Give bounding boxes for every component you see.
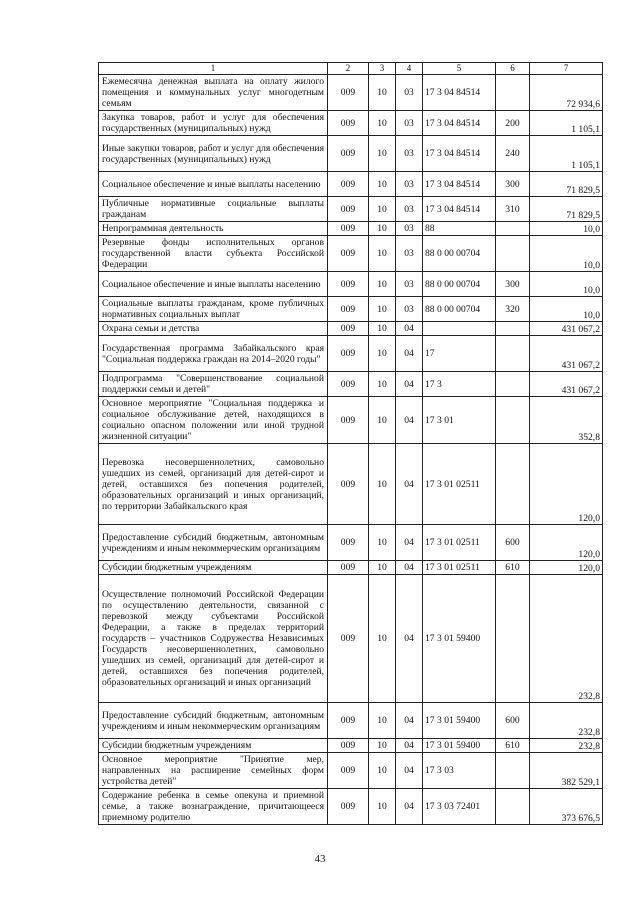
- column-number: 3: [369, 63, 396, 75]
- row-ministry-code: 009: [328, 236, 369, 272]
- row-ministry-code: 009: [328, 753, 369, 789]
- row-target-article: 17: [423, 336, 496, 372]
- row-expense-type: [496, 397, 530, 444]
- row-target-article: 17 3 01 02511: [423, 444, 496, 525]
- row-amount: 232,8: [530, 703, 603, 739]
- row-target-article: 17 3 01: [423, 397, 496, 444]
- row-expense-type: [496, 575, 530, 703]
- row-section-code: 10: [369, 525, 396, 561]
- row-target-article: 88 0 00 00704: [423, 272, 496, 297]
- row-expense-type: [496, 789, 530, 825]
- row-amount: 72 934,6: [530, 75, 603, 111]
- row-expense-type: [496, 336, 530, 372]
- row-description: Закупка товаров, работ и услуг для обеспечения государственных (муниципальных) нужд: [99, 111, 328, 136]
- row-expense-type: 310: [496, 197, 530, 222]
- row-ministry-code: 009: [328, 272, 369, 297]
- table-row: [99, 789, 603, 825]
- table-row: [99, 739, 603, 753]
- table-row: [99, 197, 603, 222]
- row-amount: 10,0: [530, 222, 603, 236]
- column-number: 4: [396, 63, 423, 75]
- row-description: Социальное обеспечение и иные выплаты населению: [99, 172, 328, 197]
- row-section-code: 10: [369, 444, 396, 525]
- row-description: Основное мероприятие "Принятие мер, направленных на расширение семейных форм устройства детей": [99, 753, 328, 789]
- table-row: [99, 525, 603, 561]
- row-ministry-code: 009: [328, 739, 369, 753]
- row-target-article: 17 3: [423, 372, 496, 397]
- row-section-code: 10: [369, 297, 396, 322]
- row-subsection-code: 03: [396, 222, 423, 236]
- row-section-code: 10: [369, 236, 396, 272]
- row-section-code: 10: [369, 272, 396, 297]
- row-amount: 120,0: [530, 525, 603, 561]
- row-subsection-code: 03: [396, 297, 423, 322]
- row-subsection-code: 04: [396, 561, 423, 575]
- row-amount: 232,8: [530, 575, 603, 703]
- table-row: [99, 397, 603, 444]
- table-row: [99, 136, 603, 172]
- row-ministry-code: 009: [328, 336, 369, 372]
- column-number: 1: [99, 63, 328, 75]
- column-number: 7: [530, 63, 603, 75]
- row-target-article: 17 3 01 59400: [423, 575, 496, 703]
- row-target-article: 17 3 01 02511: [423, 561, 496, 575]
- row-amount: 352,8: [530, 397, 603, 444]
- row-amount: 10,0: [530, 236, 603, 272]
- table-row: [99, 444, 603, 525]
- column-number-row: [99, 63, 603, 75]
- row-target-article: 17 3 04 84514: [423, 197, 496, 222]
- column-number: 5: [423, 63, 496, 75]
- row-ministry-code: 009: [328, 136, 369, 172]
- row-amount: 10,0: [530, 297, 603, 322]
- column-number: 6: [496, 63, 530, 75]
- row-subsection-code: 03: [396, 172, 423, 197]
- table-row: [99, 272, 603, 297]
- row-section-code: 10: [369, 561, 396, 575]
- row-section-code: 10: [369, 753, 396, 789]
- row-target-article: 17 3 04 84514: [423, 75, 496, 111]
- row-target-article: 88 0 00 00704: [423, 236, 496, 272]
- row-description: Подпрограмма "Совершенствование социальной поддержки семьи и детей": [99, 372, 328, 397]
- row-amount: 431 067,2: [530, 322, 603, 336]
- row-description: Осуществление полномочий Российской Федерации по осуществлению деятельности, связанной с перевозкой между субъектами Российской Федерации, а также в пределах территорий государств – участников Содружества Независимых Государств несовершеннолетних, самовольно ушедших из семей, организаций для детей-сирот и детей, оставшихся без попечения родителей, образовательных организаций и иных организаций: [99, 575, 328, 703]
- row-section-code: 10: [369, 111, 396, 136]
- table-row: [99, 575, 603, 703]
- row-expense-type: 300: [496, 272, 530, 297]
- row-amount: 1 105,1: [530, 111, 603, 136]
- row-description: Социальные выплаты гражданам, кроме публичных нормативных социальных выплат: [99, 297, 328, 322]
- row-expense-type: 320: [496, 297, 530, 322]
- row-description: Субсидии бюджетным учреждениям: [99, 561, 328, 575]
- table-row: [99, 172, 603, 197]
- row-section-code: 10: [369, 172, 396, 197]
- page-number: 43: [314, 853, 326, 865]
- row-expense-type: 200: [496, 111, 530, 136]
- row-amount: 71 829,5: [530, 172, 603, 197]
- row-expense-type: [496, 222, 530, 236]
- row-amount: 431 067,2: [530, 372, 603, 397]
- row-description: Иные закупки товаров, работ и услуг для обеспечения государственных (муниципальных) нужд: [99, 136, 328, 172]
- row-expense-type: [496, 444, 530, 525]
- row-section-code: 10: [369, 336, 396, 372]
- row-section-code: 10: [369, 372, 396, 397]
- row-description: Публичные нормативные социальные выплаты гражданам: [99, 197, 328, 222]
- row-subsection-code: 04: [396, 575, 423, 703]
- row-subsection-code: 04: [396, 789, 423, 825]
- row-target-article: 88: [423, 222, 496, 236]
- row-description: Содержание ребенка в семье опекуна и приемной семье, а также вознаграждение, причитающееся приемному родителю: [99, 789, 328, 825]
- row-target-article: 17 3 04 84514: [423, 111, 496, 136]
- row-expense-type: 300: [496, 172, 530, 197]
- row-description: Основное мероприятие "Социальная поддержка и социальное обслуживание детей, находящихся в социально опасном положении или иной трудной жизненной ситуации": [99, 397, 328, 444]
- row-subsection-code: 04: [396, 322, 423, 336]
- row-ministry-code: 009: [328, 397, 369, 444]
- row-ministry-code: 009: [328, 525, 369, 561]
- table-row: [99, 75, 603, 111]
- row-expense-type: 610: [496, 561, 530, 575]
- row-ministry-code: 009: [328, 75, 369, 111]
- row-amount: 120,0: [530, 561, 603, 575]
- row-expense-type: 600: [496, 703, 530, 739]
- row-expense-type: 600: [496, 525, 530, 561]
- table-row: [99, 753, 603, 789]
- row-section-code: 10: [369, 703, 396, 739]
- row-description: Социальное обеспечение и иные выплаты населению: [99, 272, 328, 297]
- row-target-article: 17 3 01 02511: [423, 525, 496, 561]
- row-section-code: 10: [369, 222, 396, 236]
- row-description: Субсидии бюджетным учреждениям: [99, 739, 328, 753]
- row-subsection-code: 03: [396, 75, 423, 111]
- row-expense-type: 240: [496, 136, 530, 172]
- row-amount: 232,8: [530, 739, 603, 753]
- table-row: [99, 236, 603, 272]
- row-target-article: 17 3 04 84514: [423, 172, 496, 197]
- row-target-article: 17 3 01 59400: [423, 703, 496, 739]
- row-subsection-code: 04: [396, 444, 423, 525]
- table-row: [99, 336, 603, 372]
- table-body: [99, 75, 603, 825]
- row-subsection-code: 04: [396, 397, 423, 444]
- row-description: Перевозка несовершеннолетних, самовольно ушедших из семей, организаций для детей-сирот и детей, оставшихся без попечения родителей, образовательных организаций и иных организаций, по территории Забайкальского края: [99, 444, 328, 525]
- row-ministry-code: 009: [328, 322, 369, 336]
- row-section-code: 10: [369, 197, 396, 222]
- row-expense-type: [496, 236, 530, 272]
- table-row: [99, 222, 603, 236]
- row-subsection-code: 04: [396, 739, 423, 753]
- row-ministry-code: 009: [328, 372, 369, 397]
- row-expense-type: [496, 322, 530, 336]
- row-target-article: 17 3 04 84514: [423, 136, 496, 172]
- row-expense-type: 610: [496, 739, 530, 753]
- row-section-code: 10: [369, 739, 396, 753]
- row-description: Охрана семьи и детства: [99, 322, 328, 336]
- row-target-article: 17 3 03 72401: [423, 789, 496, 825]
- budget-table: [98, 62, 603, 825]
- row-ministry-code: 009: [328, 197, 369, 222]
- row-description: Ежемесячна денежная выплата на оплату жилого помещения и коммунальных услуг многодетным семьям: [99, 75, 328, 111]
- row-target-article: 88 0 00 00704: [423, 297, 496, 322]
- row-subsection-code: 04: [396, 525, 423, 561]
- row-amount: 1 105,1: [530, 136, 603, 172]
- row-description: Непрограммная деятельность: [99, 222, 328, 236]
- row-subsection-code: 03: [396, 136, 423, 172]
- row-section-code: 10: [369, 75, 396, 111]
- row-subsection-code: 03: [396, 236, 423, 272]
- row-subsection-code: 04: [396, 372, 423, 397]
- row-ministry-code: 009: [328, 703, 369, 739]
- row-subsection-code: 03: [396, 272, 423, 297]
- row-amount: 120,0: [530, 444, 603, 525]
- row-ministry-code: 009: [328, 444, 369, 525]
- row-amount: 382 529,1: [530, 753, 603, 789]
- table-row: [99, 111, 603, 136]
- row-ministry-code: 009: [328, 789, 369, 825]
- row-expense-type: [496, 75, 530, 111]
- row-description: Предоставление субсидий бюджетным, автономным учреждениям и иным некоммерческим организациям: [99, 703, 328, 739]
- row-ministry-code: 009: [328, 575, 369, 703]
- row-section-code: 10: [369, 136, 396, 172]
- row-expense-type: [496, 753, 530, 789]
- row-section-code: 10: [369, 397, 396, 444]
- row-ministry-code: 009: [328, 561, 369, 575]
- row-subsection-code: 03: [396, 111, 423, 136]
- table-row: [99, 372, 603, 397]
- row-subsection-code: 04: [396, 703, 423, 739]
- row-ministry-code: 009: [328, 172, 369, 197]
- row-amount: 373 676,5: [530, 789, 603, 825]
- row-ministry-code: 009: [328, 222, 369, 236]
- table-row: [99, 297, 603, 322]
- row-ministry-code: 009: [328, 297, 369, 322]
- row-description: Государственная программа Забайкальского края "Социальная поддержка граждан на 2014–2020 годы": [99, 336, 328, 372]
- row-section-code: 10: [369, 575, 396, 703]
- table-row: [99, 322, 603, 336]
- row-target-article: [423, 322, 496, 336]
- row-amount: 71 829,5: [530, 197, 603, 222]
- row-description: Резервные фонды исполнительных органов государственной власти субъекта Российской Федерации: [99, 236, 328, 272]
- budget-table-sheet: [98, 62, 602, 825]
- row-subsection-code: 04: [396, 336, 423, 372]
- row-subsection-code: 04: [396, 753, 423, 789]
- row-expense-type: [496, 372, 530, 397]
- row-target-article: 17 3 03: [423, 753, 496, 789]
- row-subsection-code: 03: [396, 197, 423, 222]
- column-number: 2: [328, 63, 369, 75]
- row-section-code: 10: [369, 789, 396, 825]
- row-description: Предоставление субсидий бюджетным, автономным учреждениям и иным некоммерческим организациям: [99, 525, 328, 561]
- row-amount: 431 067,2: [530, 336, 603, 372]
- row-section-code: 10: [369, 322, 396, 336]
- table-row: [99, 561, 603, 575]
- row-target-article: 17 3 01 59400: [423, 739, 496, 753]
- row-ministry-code: 009: [328, 111, 369, 136]
- row-amount: 10,0: [530, 272, 603, 297]
- table-row: [99, 703, 603, 739]
